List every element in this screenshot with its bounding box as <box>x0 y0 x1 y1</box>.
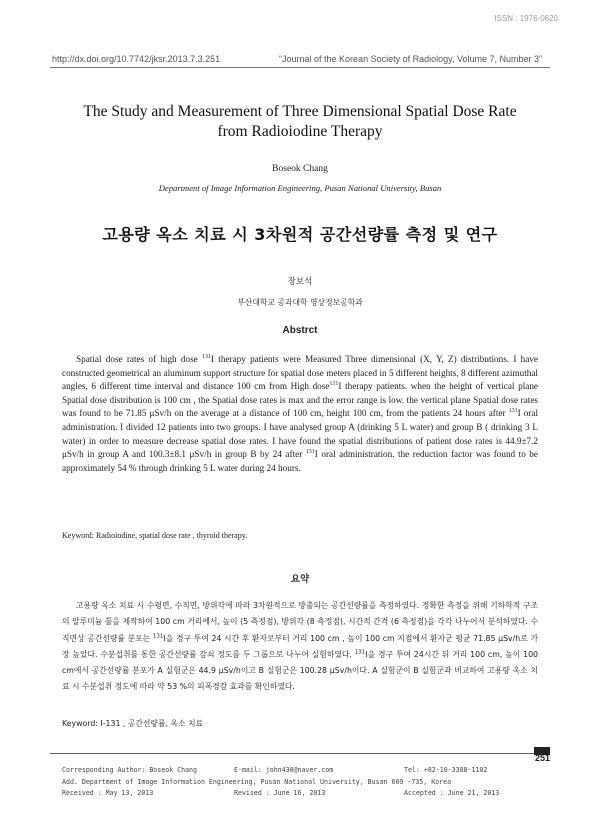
summary-text-1: 고용량 옥소 치료 시 수평면, 수직면, 방위각에 따라 3차원적으로 방출되는 공간선량률을 측정하였다. 정확한 측정을 위해 기하학적 구조의 알루미늄 틀을 제작하여 100 cm 거리에서, 높이 (5 측정점), 방위각 (8 측정점), 시간적 간격 (6 측정점)을 각각 나누어서 분석하였다. 수직면상 공간선량률 분포는 <box>62 601 538 643</box>
abstract-body <box>62 353 538 475</box>
superscript-131: 131 <box>354 649 366 656</box>
superscript-131: 131 <box>329 381 339 388</box>
korean-author: 장보석 <box>287 277 313 287</box>
korean-affiliation: 부산대학교 공과대학 영상정보공학과 <box>237 298 363 307</box>
footer-contact-line <box>62 766 538 774</box>
footer-dates-line <box>62 789 538 797</box>
abstract-text-4: I oral administration. I divided 12 patients into two groups. I have analysed group A (drinking 5 L water) and group B ( drinking 3 L water) in order to measure decrease spatial dose rates. I have found the spatial distributions of patient dose rates is 44.9±7.2 μSv/h in group A and 100.3±8.1 μSv/h in group B by 24 after <box>62 408 538 460</box>
superscript-131: 131 <box>201 353 211 360</box>
superscript-131: 131 <box>305 449 315 456</box>
accepted-date: Accepted : June 21, 2013 <box>404 789 500 797</box>
english-title-line-2: from Radioiodine Therapy <box>217 123 383 140</box>
korean-summary-heading: 요약 <box>290 574 310 585</box>
doi-link[interactable]: http://dx.doi.org/10.7742/jksr.2013.7.3.251 <box>52 54 221 64</box>
abstract-text-2: I therapy patients were Measured Three dimensional (X, Y, Z) distributions. I have constructed geometrical an aluminum support structure for spatial dose meters placed in 5 different heights, 8 different azimuthal angles, 6 different time interval and distance 100 cm from High dose <box>62 354 539 392</box>
abstract-heading: Abstrct <box>282 325 318 336</box>
superscript-131: 131 <box>508 408 518 415</box>
footer-rule <box>50 753 534 754</box>
english-keywords: Keyword: Radioiodine, spatial dose rate , thyroid therapy. <box>62 531 248 540</box>
english-title <box>60 102 540 142</box>
abstract-text-5: I oral administration. the reduction factor was found to be approximately 54 % through drinking 5 L water during 24 hours. <box>62 449 538 473</box>
abstract-text-1: Spatial dose rates of high dose <box>76 354 202 364</box>
english-affiliation: Department of Image Information Engineering, Pusan National University, Busan <box>158 183 442 193</box>
english-author: Boseok Chang <box>272 164 328 174</box>
summary-text-3: I을 경구 투여 24시간 뒤 거리 100 cm, 높이 100 cm에서 공간선량률 분포가 A 실험군은 44.9 μSv/h이고 B 실험군은 100.28 μSv/h이다. A 실험군이 B 실험군과 비교하여 고용량 옥소 치료 시 수분섭취 정도에 따라 약 53 %의 피폭경감 효과를 확인하였다. <box>62 649 539 692</box>
footer-telephone: Tel: +82-10-3388-1102 <box>404 766 488 774</box>
revised-date: Revised : June 16, 2013 <box>234 789 326 797</box>
page-number: 251 <box>534 753 550 763</box>
summary-text-2: I을 경구 투여 24 시간 후 환자로부터 거리 100 cm , 높이 100 cm 지점에서 환자군 평균 71.85 μSv/h로 가장 높았다. 수분섭취를 통한 공간선량률 감쇠 정도를 두 그룹으로 나누어 실험하였다. <box>62 633 538 659</box>
footer-email[interactable]: E-mail: john430@naver.com <box>234 766 334 774</box>
journal-citation: “Journal of the Korean Society of Radiology, Volume 7, Number 3” <box>279 54 542 64</box>
korean-summary-body <box>62 598 538 696</box>
korean-title: 고용량 옥소 치료 시 3차원적 공간선량률 측정 및 연구 <box>102 225 498 244</box>
received-date: Received : May 13, 2013 <box>62 789 154 797</box>
korean-keywords: Keyword: I-131 , 공간선량률, 옥소 치료 <box>62 719 204 728</box>
abstract-text-3: I therapy patients. when the height of vertical plane Spatial dose distribution is 100 cm , the Spatial dose rates is max and the error range is low. the vertical plane Spatial dose rates was found to be 71.85 μSv/h on the average at a distance of 100 cm, height 100 cm, from the patients 24 hours after <box>62 381 538 419</box>
superscript-131: 131 <box>152 633 164 639</box>
issn: ISSN : 1976-0620 <box>494 14 558 23</box>
english-title-line-1: The Study and Measurement of Three Dimensional Spatial Dose Rate <box>83 103 517 120</box>
header-rule <box>50 67 550 68</box>
footer-address: Add. Department of Image Information Engineering, Pusan National University, Busan 609 -735, Korea <box>62 778 452 786</box>
corresponding-author: Corresponding Author: Boseok Chang <box>62 766 197 774</box>
